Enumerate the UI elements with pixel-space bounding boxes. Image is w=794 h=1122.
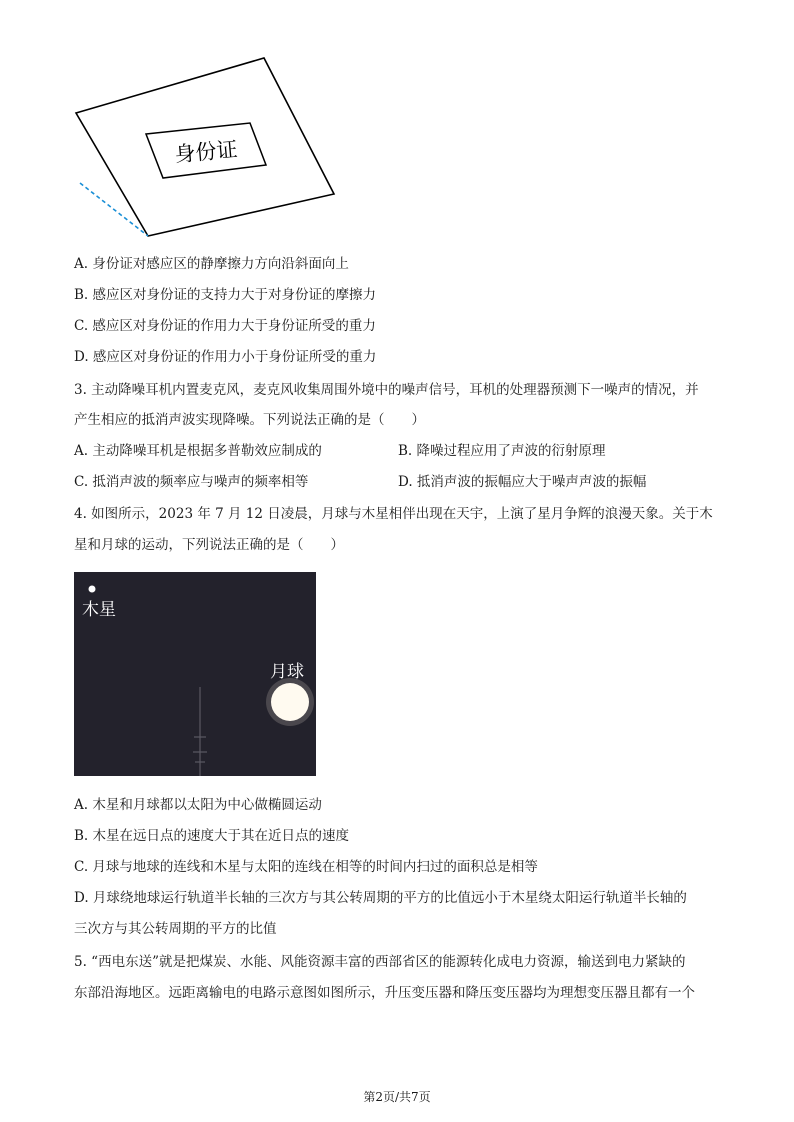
- q4-stem-line2: 星和月球的运动，下列说法正确的是（ ）: [74, 537, 344, 553]
- q4-option-b: B. 木星在远日点的速度大于其在近日点的速度: [74, 828, 350, 844]
- q5-stem-line2: 东部沿海地区。远距离输电的电路示意图如图所示，升压变压器和降压变压器均为理想变压器且都有一个: [74, 985, 695, 1001]
- id-card-label: 身份证: [173, 137, 239, 167]
- q4-stem-line1: 4. 如图所示，2023 年 7 月 12 日凌晨，月球与木星相伴出现在天宇，上演了星月争辉的浪漫天象。关于木: [74, 506, 713, 522]
- moon-jupiter-photo: [74, 572, 316, 776]
- q3-option-d: D. 抵消声波的振幅应大于噪声声波的振幅: [398, 474, 647, 490]
- q4-option-d-continued: 三次方与其公转周期的平方的比值: [74, 921, 277, 937]
- q4-option-c: C. 月球与地球的连线和木星与太阳的连线在相等的时间内扫过的面积总是相等: [74, 859, 538, 875]
- jupiter-label: 木星: [82, 600, 116, 620]
- q3-stem-line2: 产生相应的抵消声波实现降噪。下列说法正确的是（ ）: [74, 412, 425, 428]
- q2-option-d: D. 感应区对身份证的作用力小于身份证所受的重力: [74, 349, 377, 365]
- q4-option-a: A. 木星和月球都以太阳为中心做椭圆运动: [74, 797, 322, 813]
- q2-option-c: C. 感应区对身份证的作用力大于身份证所受的重力: [74, 318, 376, 334]
- moon-label: 月球: [270, 662, 304, 682]
- jupiter-dot: [89, 586, 96, 593]
- q2-option-b: B. 感应区对身份证的支持力大于对身份证的摩擦力: [74, 287, 377, 303]
- q3-option-b: B. 降噪过程应用了声波的衍射原理: [398, 443, 606, 459]
- id-card-incline-figure: [70, 50, 340, 240]
- q4-option-d: D. 月球绕地球运行轨道半长轴的三次方与其公转周期的平方的比值远小于木星绕太阳运行轨道半长轴的: [74, 890, 687, 906]
- q3-option-c: C. 抵消声波的频率应与噪声的频率相等: [74, 474, 309, 490]
- incline-dashed-line: [80, 183, 148, 236]
- q5-stem-line1: 5. “西电东送”就是把煤炭、水能、风能资源丰富的西部省区的能源转化成电力资源，输送到电力紧缺的: [74, 954, 686, 970]
- moon-disc: [271, 683, 309, 721]
- q2-option-a: A. 身份证对感应区的静摩擦力方向沿斜面向上: [74, 256, 349, 272]
- q3-option-a: A. 主动降噪耳机是根据多普勒效应制成的: [74, 443, 322, 459]
- tower-silhouette: [193, 687, 207, 776]
- page-footer: 第2页/共7页: [363, 1090, 431, 1104]
- q3-stem-line1: 3. 主动降噪耳机内置麦克风，麦克风收集周围外境中的噪声信号，耳机的处理器预测下一噪声的情况，并: [74, 382, 699, 398]
